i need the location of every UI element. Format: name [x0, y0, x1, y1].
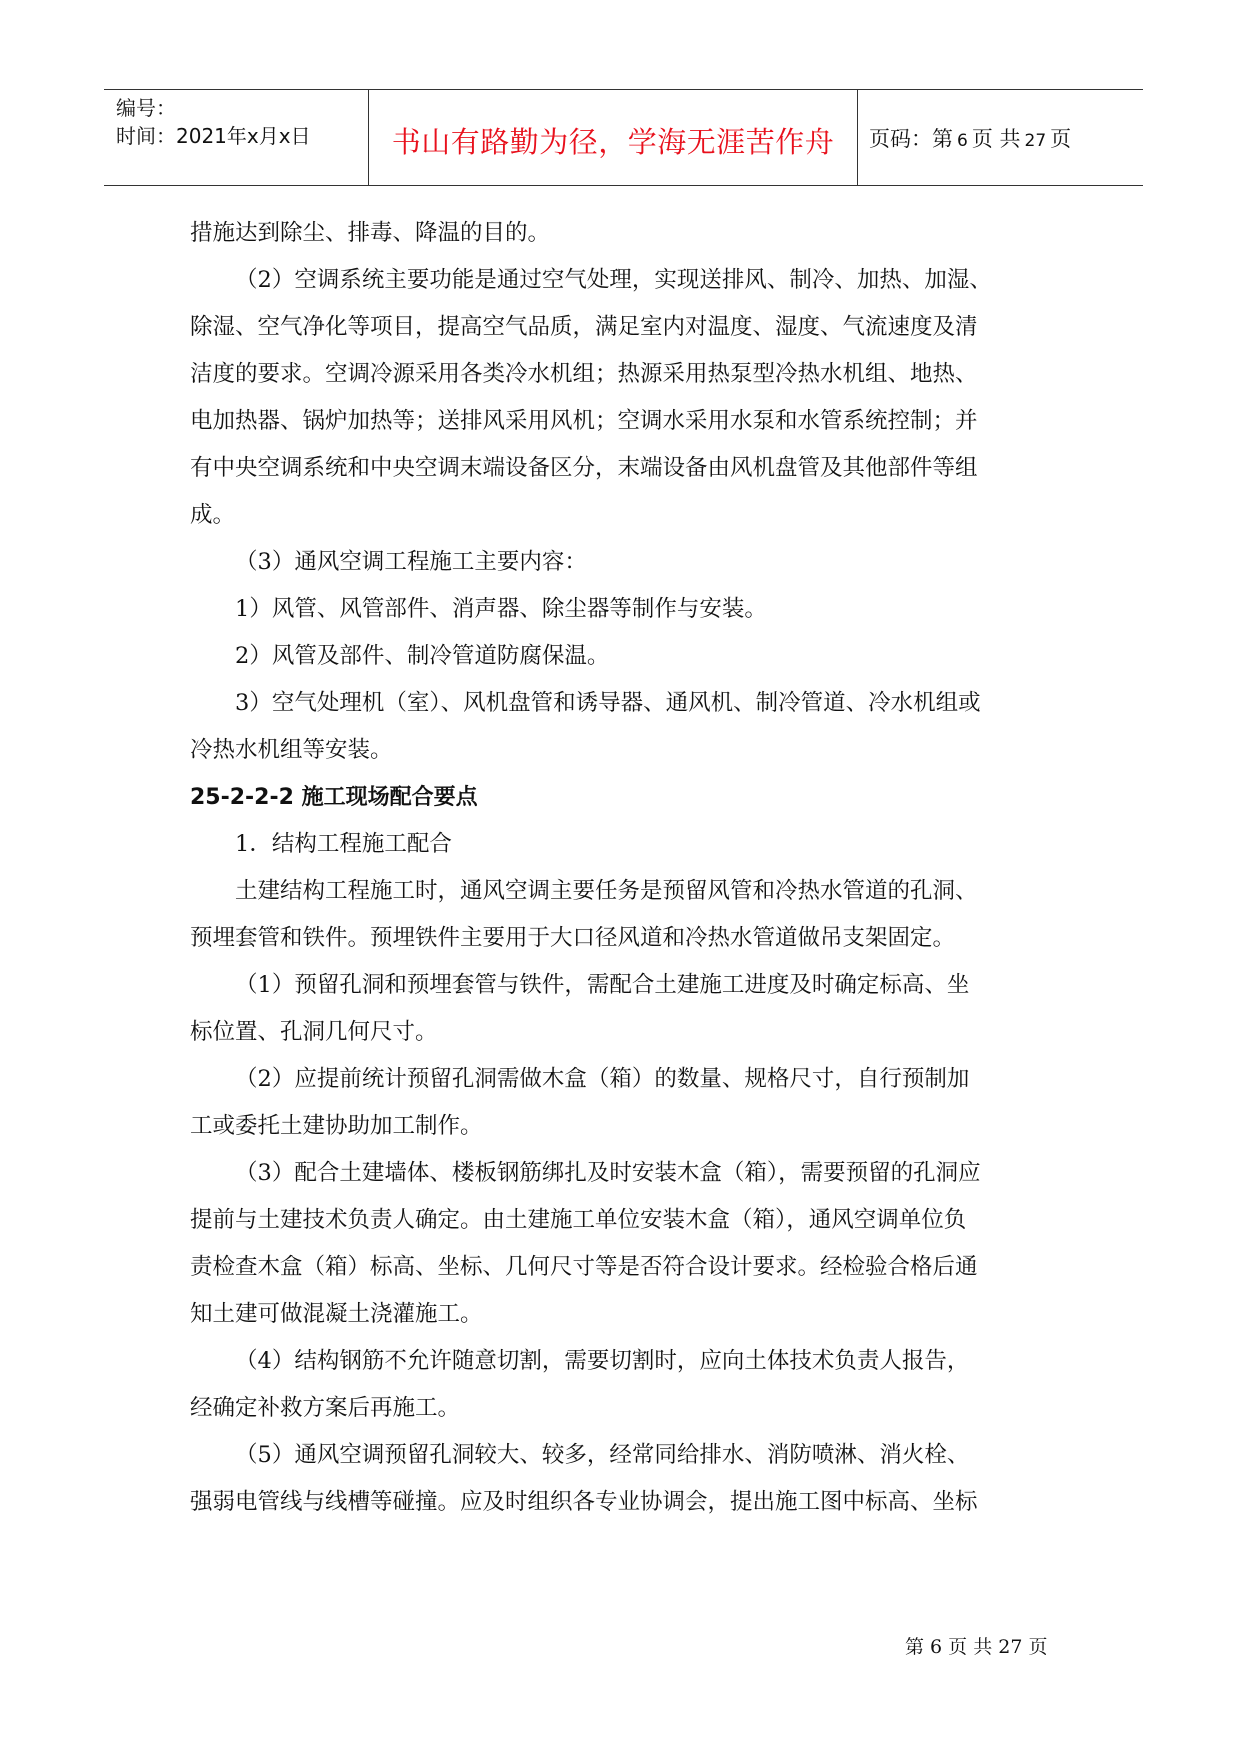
text-line: （3）通风空调工程施工主要内容： [235, 549, 587, 575]
subsection-title: 1．结构工程施工配合 [235, 831, 452, 857]
page-footer: 第 6 页 共 27 页 [905, 1636, 1048, 1658]
header-page-info [869, 123, 1071, 153]
number-label: 编号： [116, 96, 176, 120]
page-end: 页 [1050, 127, 1072, 151]
text-line: 2）风管及部件、制冷管道防腐保温。 [235, 643, 610, 669]
page-total: 27 [1024, 131, 1047, 151]
text-line: 成。 [190, 502, 236, 528]
text-line: （3）配合土建墙体、楼板钢筋绑扎及时安装木盒（箱），需要预留的孔洞应 [235, 1160, 981, 1186]
text-line: （5）通风空调预留孔洞较大、较多，经常同给排水、消防喷淋、消火栓、 [235, 1442, 970, 1468]
text-line: 3）空气处理机（室）、风机盘管和诱导器、通风机、制冷管道、冷水机组或 [235, 690, 981, 716]
motto-text: 书山有路勤为径，学海无涯苦作舟 [391, 125, 835, 159]
text-line: 工或委托土建协助加工制作。 [190, 1113, 483, 1139]
text-line: 冷热水机组等安装。 [190, 737, 393, 763]
text-line: 有中央空调系统和中央空调末端设备区分，末端设备由风机盘管及其他部件等组 [190, 455, 978, 481]
text-line: 除湿、空气净化等项目，提高空气品质，满足室内对温度、湿度、气流速度及清 [190, 314, 978, 340]
text-line: 知土建可做混凝土浇灌施工。 [190, 1301, 483, 1327]
text-line: 措施达到除尘、排毒、降温的目的。 [190, 220, 551, 246]
text-line: 经确定补救方案后再施工。 [190, 1395, 461, 1421]
text-line: 1）风管、风管部件、消声器、除尘器等制作与安装。 [235, 596, 767, 622]
text-line: 土建结构工程施工时，通风空调主要任务是预留风管和冷热水管道的孔洞、 [235, 878, 978, 904]
text-line: （4）结构钢筋不允许随意切割，需要切割时，应向土体技术负责人报告， [235, 1348, 970, 1374]
page-header [104, 89, 1143, 186]
text-line: 预埋套管和铁件。预埋铁件主要用于大口径风道和冷热水管道做吊支架固定。 [190, 925, 956, 951]
page-current: 6 [957, 131, 968, 151]
text-line: 标位置、孔洞几何尺寸。 [190, 1019, 438, 1045]
text-line: （2）应提前统计预留孔洞需做木盒（箱）的数量、规格尺寸，自行预制加 [235, 1066, 970, 1092]
text-line: 电加热器、锅炉加热等；送排风采用风机；空调水采用水泵和水管系统控制；并 [190, 408, 978, 434]
text-line: 强弱电管线与线槽等碰撞。应及时组织各专业协调会，提出施工图中标高、坐标 [190, 1489, 978, 1515]
section-heading: 25-2-2-2 施工现场配合要点 [190, 785, 478, 810]
page-mid: 页 共 [971, 127, 1021, 151]
text-line: （1）预留孔洞和预埋套管与铁件，需配合土建施工进度及时确定标高、坐 [235, 972, 970, 998]
text-line: 洁度的要求。空调冷源采用各类冷水机组；热源采用热泵型冷热水机组、地热、 [190, 361, 978, 387]
text-line: 提前与土建技术负责人确定。由土建施工单位安装木盒（箱），通风空调单位负 [190, 1207, 967, 1233]
text-line: （2）空调系统主要功能是通过空气处理，实现送排风、制冷、加热、加湿、 [235, 267, 992, 293]
page-label: 页码：第 [869, 127, 953, 151]
text-line: 责检查木盒（箱）标高、坐标、几何尺寸等是否符合设计要求。经检验合格后通 [190, 1254, 978, 1280]
header-motto-cell [368, 90, 858, 185]
time-label: 时间：2021年x月x日 [116, 124, 311, 148]
